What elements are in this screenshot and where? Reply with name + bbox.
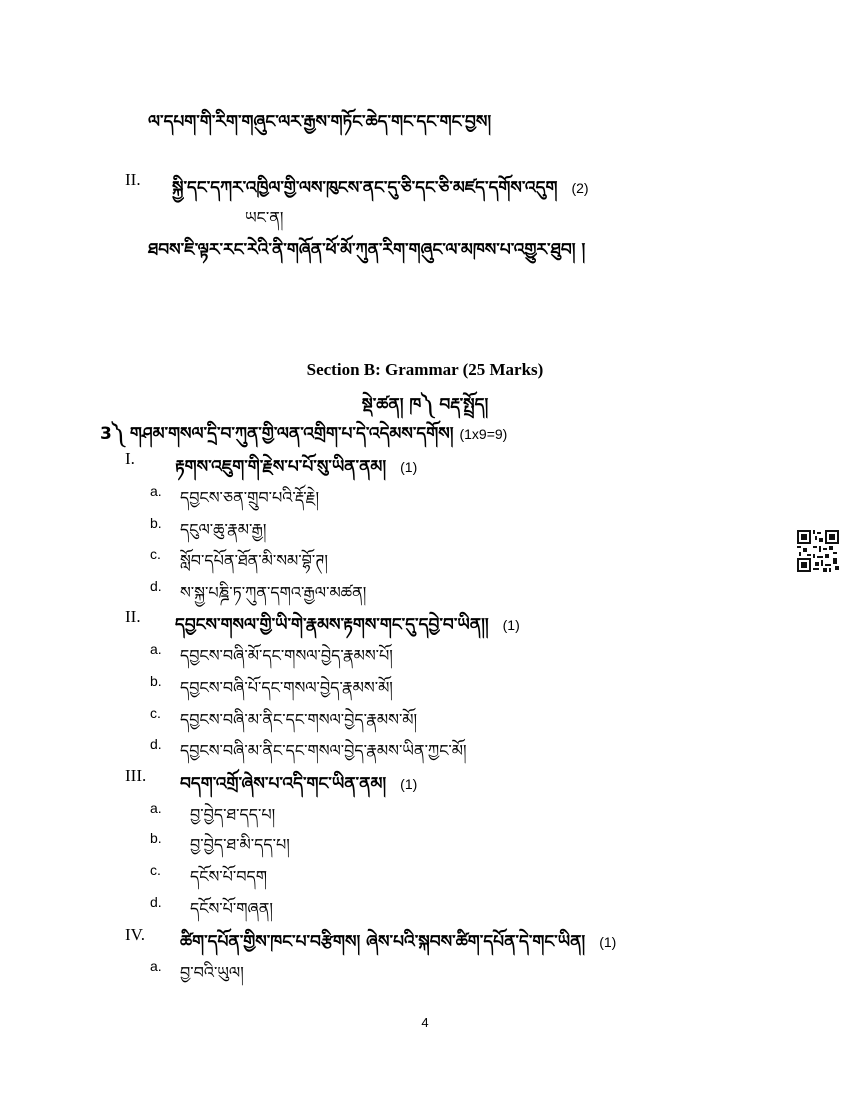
question-marks: (2) [571, 180, 589, 196]
subquestion-marks: (1) [599, 934, 617, 950]
question-number: II. [125, 170, 141, 189]
or-label: ཡང་ན། [245, 208, 284, 227]
option-label: d. [150, 578, 162, 594]
option-label: a. [150, 641, 162, 657]
option-text: དབྱངས་བཞི་མ་ནིང་དང་གསལ་བྱེད་རྣམས་མོ། [180, 710, 418, 729]
subquestion-text-body: དབྱངས་གསལ་གྱི་ཡི་གེ་རྣམས་རྟགས་གང་དུ་དབྱེ་བ་ཡིན།། [175, 615, 489, 635]
option-label: d. [150, 736, 162, 752]
question-text-body: སྐྱི་དང་དཀར་འཁྱིལ་གྱི་ལས་ཁུངས་ནང་དུ་ཅི་དང་ཅི་མཛད་དགོས་འདུག [172, 178, 558, 198]
option-text: བྱ་བའི་ཡུལ། [180, 963, 244, 982]
option-label: b. [150, 673, 162, 689]
option-label: c. [150, 546, 161, 562]
subquestion-marks: (1) [400, 776, 418, 792]
option-label: a. [150, 958, 162, 974]
subquestion-marks: (1) [502, 617, 520, 633]
section-title: Section B: Grammar (25 Marks) [306, 360, 544, 379]
option-text: སློབ་དཔོན་ཐོན་མི་སམ་བྷོ་ཊ། [180, 551, 328, 570]
subquestion-number: I. [125, 449, 135, 468]
option-label: b. [150, 515, 162, 531]
subquestion-number: IV. [125, 925, 145, 944]
answer-line: ལ་དཔག་གི་རིག་གཞུང་ལར་རྒྱས་གཏོང་ཆེད་གང་དང་གང་བྱས། [148, 112, 492, 132]
option-text: དབྱངས་ཅན་གྲུབ་པའི་རྡོ་རྗེ། [180, 488, 320, 507]
section-tibetan-title: སྡེ་ཚན། ཁ༽ བརྡ་སྤྲོད། [361, 395, 489, 415]
option-text: དངོས་པོ་གཞན། [190, 899, 273, 918]
option-label: d. [150, 894, 162, 910]
subquestion-text-body: ཚིག་དཔོན་གྱིས་ཁང་པ་བརྩིགས། ཞེས་པའི་སྐབས་ཚིག་དཔོན་དེ་གང་ཡིན། [180, 932, 586, 952]
question-text [172, 168, 589, 216]
option-text: དབྱངས་བཞི་པོ་དང་གསལ་བྱེད་རྣམས་མོ། [180, 678, 393, 697]
option-text: དབྱངས་བཞི་མོ་དང་གསལ་བྱེད་རྣམས་པོ། [180, 646, 393, 665]
page-number: 4 [421, 1015, 429, 1030]
subquestion-marks: (1) [400, 459, 418, 475]
option-label: b. [150, 830, 162, 846]
question-3-text: གཤམ་གསལ་དྲི་བ་ཀུན་གྱི་ལན་འགྲིག་པ་དེ་འདེམས་དགོས། [129, 424, 454, 444]
subquestion-number: III. [125, 766, 147, 785]
option-text: བྱ་བྱེད་ཐ་དད་པ། [190, 805, 276, 824]
question-3-number: 3༽ [100, 424, 124, 444]
option-text: དངོས་པོ་བདག [190, 867, 268, 886]
option-text: དངུལ་ཆུ་རྣམ་རྒྱ། [180, 520, 267, 539]
subquestion-text-body: བདག་འགྲོ་ཞེས་པ་འདི་གང་ཡིན་ནམ། [180, 774, 387, 794]
subquestion-text-body: རྟགས་འཇུག་གི་རྗེས་པ་པོ་སུ་ཡིན་ནམ། [175, 457, 387, 477]
option-text: བྱ་བྱེད་ཐ་མི་དད་པ། [190, 835, 290, 854]
subquestion-number: II. [125, 607, 141, 626]
option-label: a. [150, 483, 162, 499]
subquestion-text [180, 922, 616, 970]
option-label: c. [150, 705, 161, 721]
option-text: དབྱངས་བཞི་མ་ནིང་དང་གསལ་བྱེད་རྣམས་ཡིན་ཀྱང་མོ། [180, 741, 467, 760]
question-3-marks: (1x9=9) [459, 426, 508, 442]
option-text: ས་སྐྱ་པཎྜི་ཏ་ཀུན་དགའ་རྒྱལ་མཚན། [180, 583, 367, 602]
alternate-question: ཐབས་ཇི་ལྟར་རང་རེའི་ནི་གཞོན་ཕོ་མོ་ཀུན་རིག་གཞུང་ལ་མཁས་པ་འགྱུར་ཐུབ། ། [148, 240, 586, 260]
option-label: a. [150, 800, 162, 816]
option-label: c. [150, 862, 161, 878]
qr-code-icon [797, 530, 839, 572]
